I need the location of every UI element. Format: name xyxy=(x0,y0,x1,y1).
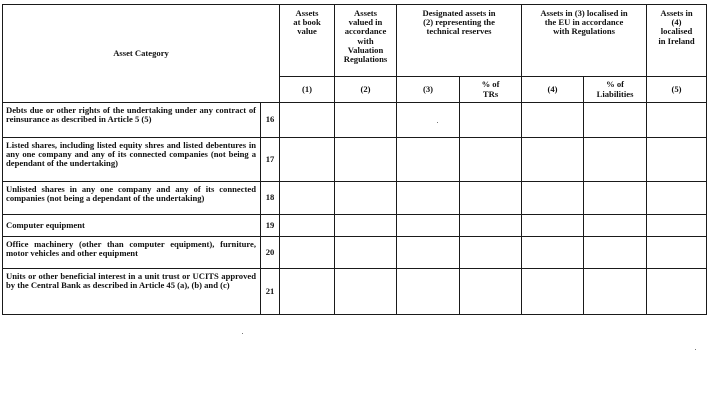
col3-percent-header: % of TRs xyxy=(460,77,522,103)
entry-cell[interactable] xyxy=(335,215,397,237)
table-row xyxy=(3,103,707,138)
entry-cell[interactable] xyxy=(647,138,707,182)
entry-cell[interactable] xyxy=(647,103,707,138)
scan-speck xyxy=(437,122,438,123)
entry-cell[interactable] xyxy=(522,103,584,138)
entry-cell[interactable] xyxy=(460,269,522,315)
col1-header: Assets at book value xyxy=(280,5,335,77)
table-row xyxy=(3,269,707,315)
row-description: Computer equipment xyxy=(3,215,261,237)
entry-cell[interactable] xyxy=(647,237,707,269)
col2-header: Assets valued in accordance with Valuation Regulations xyxy=(335,5,397,77)
row-number: 17 xyxy=(261,138,280,182)
entry-cell[interactable] xyxy=(584,103,647,138)
entry-cell[interactable] xyxy=(584,182,647,215)
row-description: Office machinery (other than computer equipment), furniture, motor vehicles and other equipment xyxy=(3,237,261,269)
entry-cell[interactable] xyxy=(460,215,522,237)
entry-cell[interactable] xyxy=(280,237,335,269)
asset-table xyxy=(2,4,707,315)
entry-cell[interactable] xyxy=(647,182,707,215)
header-row-labels xyxy=(3,5,707,77)
entry-cell[interactable] xyxy=(584,237,647,269)
entry-cell[interactable] xyxy=(280,182,335,215)
scan-speck xyxy=(242,333,243,334)
entry-cell[interactable] xyxy=(522,182,584,215)
entry-cell[interactable] xyxy=(584,215,647,237)
entry-cell[interactable] xyxy=(335,103,397,138)
row-number: 20 xyxy=(261,237,280,269)
table-row xyxy=(3,182,707,215)
col5-number: (5) xyxy=(647,77,707,103)
row-description: Listed shares, including listed equity shres and listed debentures in any one company and any of its connected companies (not being a dependant of the undertaking) xyxy=(3,138,261,182)
entry-cell[interactable] xyxy=(522,237,584,269)
row-description: Units or other beneficial interest in a unit trust or UCITS approved by the Central Bank as described in Article 45 (a), (b) and (c) xyxy=(3,269,261,315)
entry-cell[interactable] xyxy=(335,269,397,315)
entry-cell[interactable] xyxy=(397,138,460,182)
entry-cell[interactable] xyxy=(460,138,522,182)
table-row xyxy=(3,138,707,182)
row-description: Unlisted shares in any one company and any of its connected companies (not being a dependant of the undertaking) xyxy=(3,182,261,215)
col1-number: (1) xyxy=(280,77,335,103)
entry-cell[interactable] xyxy=(460,182,522,215)
entry-cell[interactable] xyxy=(397,182,460,215)
col4-percent-header: % of Liabilities xyxy=(584,77,647,103)
entry-cell[interactable] xyxy=(335,138,397,182)
entry-cell[interactable] xyxy=(280,269,335,315)
entry-cell[interactable] xyxy=(584,138,647,182)
entry-cell[interactable] xyxy=(397,215,460,237)
row-number: 18 xyxy=(261,182,280,215)
entry-cell[interactable] xyxy=(397,269,460,315)
col3-header: Designated assets in (2) representing the technical reserves xyxy=(397,5,522,77)
entry-cell[interactable] xyxy=(647,215,707,237)
entry-cell[interactable] xyxy=(522,138,584,182)
row-number: 16 xyxy=(261,103,280,138)
entry-cell[interactable] xyxy=(280,138,335,182)
asset-category-header: Asset Category xyxy=(3,5,280,103)
entry-cell[interactable] xyxy=(460,237,522,269)
entry-cell[interactable] xyxy=(584,269,647,315)
table-row xyxy=(3,237,707,269)
entry-cell[interactable] xyxy=(397,237,460,269)
row-number: 19 xyxy=(261,215,280,237)
col4-number: (4) xyxy=(522,77,584,103)
entry-cell[interactable] xyxy=(335,237,397,269)
entry-cell[interactable] xyxy=(522,269,584,315)
row-number: 21 xyxy=(261,269,280,315)
entry-cell[interactable] xyxy=(647,269,707,315)
entry-cell[interactable] xyxy=(335,182,397,215)
entry-cell[interactable] xyxy=(280,215,335,237)
entry-cell[interactable] xyxy=(280,103,335,138)
entry-cell[interactable] xyxy=(522,215,584,237)
col5-header: Assets in (4) localised in Ireland xyxy=(647,5,707,77)
col2-number: (2) xyxy=(335,77,397,103)
row-description: Debts due or other rights of the undertaking under any contract of reinsurance as described in Article 5 (5) xyxy=(3,103,261,138)
scan-speck xyxy=(695,349,696,350)
col4-header: Assets in (3) localised in the EU in accordance with Regulations xyxy=(522,5,647,77)
col3-number: (3) xyxy=(397,77,460,103)
table-row xyxy=(3,215,707,237)
entry-cell[interactable] xyxy=(460,103,522,138)
entry-cell[interactable] xyxy=(397,103,460,138)
